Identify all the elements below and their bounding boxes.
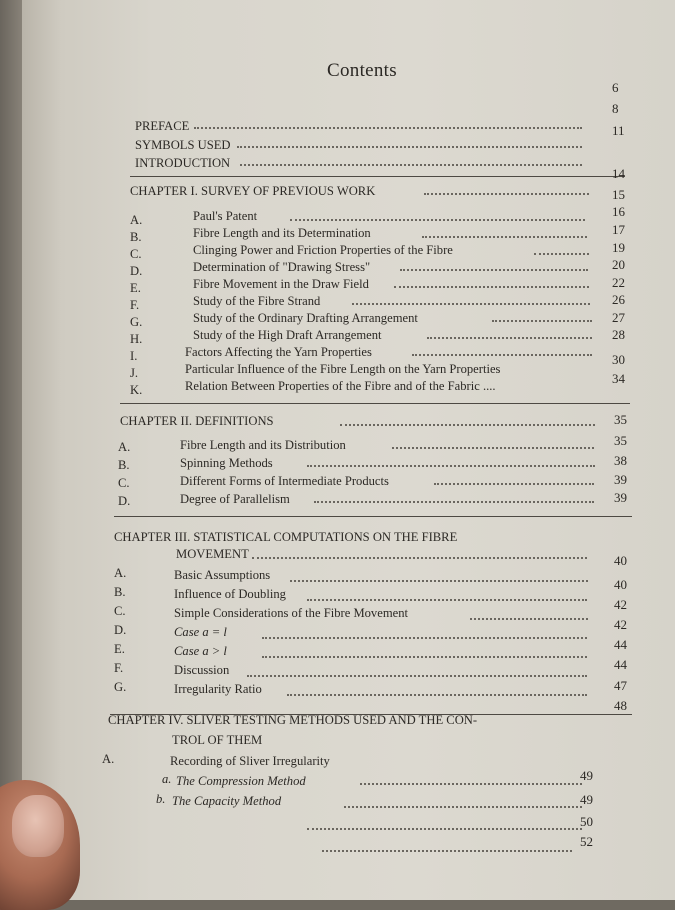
- toc-entry: Case a > l: [174, 644, 227, 658]
- page-number: 19: [612, 240, 625, 255]
- toc-entry: Influence of Doubling: [174, 587, 286, 601]
- toc-entry: Irregularity Ratio: [174, 682, 262, 696]
- toc-letter: G.: [114, 680, 127, 694]
- toc-letter: I.: [130, 349, 138, 363]
- toc-entry: Case a = l: [174, 625, 227, 639]
- toc-letter: C.: [130, 247, 142, 261]
- page-number: 11: [612, 123, 625, 138]
- toc-letter: a.: [162, 772, 172, 786]
- dot-leader: [307, 828, 582, 830]
- toc-entry: Determination of "Drawing Stress": [193, 260, 371, 274]
- dot-leader: [247, 675, 587, 677]
- toc-entry: Fibre Movement in the Draw Field: [193, 277, 369, 291]
- page-number: 44: [614, 657, 627, 672]
- dot-leader: [492, 320, 592, 322]
- toc-entry-symbols: SYMBOLS USED: [135, 138, 231, 152]
- toc-letter: D.: [118, 494, 131, 508]
- page-number: 38: [614, 453, 627, 468]
- page-number: 6: [612, 80, 619, 95]
- page-number: 26: [612, 292, 625, 307]
- toc-letter: A.: [118, 440, 131, 454]
- page-number: 40: [614, 577, 627, 592]
- page-number: 44: [614, 637, 627, 652]
- toc-letter: A.: [130, 213, 143, 227]
- toc-letter: A.: [102, 752, 115, 766]
- page-number: 28: [612, 327, 625, 342]
- toc-letter: F.: [130, 298, 140, 312]
- page-number: 40: [614, 553, 627, 568]
- chapter-3-title-line2: MOVEMENT: [176, 547, 249, 561]
- toc-letter: C.: [114, 604, 126, 618]
- toc-letter: G.: [130, 315, 143, 329]
- toc-entry: Fibre Length and its Distribution: [180, 438, 346, 452]
- toc-letter: K.: [130, 383, 143, 397]
- dot-leader: [534, 253, 589, 255]
- page-number: 52: [580, 834, 593, 849]
- page-number: 14: [612, 166, 625, 181]
- toc-letter: A.: [114, 566, 127, 580]
- dot-leader: [252, 557, 587, 559]
- dot-leader: [314, 501, 594, 503]
- toc-entry: Factors Affecting the Yarn Properties: [185, 345, 372, 359]
- chapter-4-title-line1: CHAPTER IV. SLIVER TESTING METHODS USED AND THE CON-: [108, 713, 478, 727]
- page-number: 27: [612, 310, 625, 325]
- chapter-3-title-line1: CHAPTER III. STATISTICAL COMPUTATIONS ON THE FIBRE: [114, 530, 458, 544]
- chapter-1-title: CHAPTER I. SURVEY OF PREVIOUS WORK: [130, 184, 376, 198]
- dot-leader: [240, 164, 582, 166]
- dot-leader: [434, 483, 594, 485]
- page-number: 30: [612, 352, 625, 367]
- dot-leader: [290, 580, 588, 582]
- dot-leader: [307, 465, 595, 467]
- toc-entry: Study of the Fibre Strand: [193, 294, 321, 308]
- toc-entry: The Capacity Method: [172, 794, 282, 808]
- toc-letter: D.: [114, 623, 127, 637]
- chapter-2-title: CHAPTER II. DEFINITIONS: [120, 414, 274, 428]
- toc-letter: H.: [130, 332, 143, 346]
- dot-leader: [262, 656, 587, 658]
- dot-leader: [344, 806, 582, 808]
- toc-entry: Study of the Ordinary Drafting Arrangement: [193, 311, 418, 325]
- toc-entry: Discussion: [174, 663, 230, 677]
- page-number: 42: [614, 597, 627, 612]
- page-number: 17: [612, 222, 625, 237]
- toc-letter: B.: [130, 230, 142, 244]
- page-number: 49: [580, 792, 593, 807]
- page-number: 35: [614, 412, 627, 427]
- toc-entry: Relation Between Properties of the Fibre and of the Fabric ....: [185, 379, 496, 393]
- dot-leader: [262, 637, 587, 639]
- dot-leader: [424, 193, 589, 195]
- page-number: 20: [612, 257, 625, 272]
- dot-leader: [287, 694, 587, 696]
- toc-entry: Fibre Length and its Determination: [193, 226, 371, 240]
- page-number: 39: [614, 472, 627, 487]
- toc-entry: Spinning Methods: [180, 456, 273, 470]
- dot-leader: [394, 286, 589, 288]
- page-number: 8: [612, 101, 619, 116]
- section-divider: [130, 176, 625, 177]
- dot-leader: [400, 269, 588, 271]
- toc-entry: Basic Assumptions: [174, 568, 271, 582]
- toc-entry: Study of the High Draft Arrangement: [193, 328, 382, 342]
- toc-letter: B.: [114, 585, 126, 599]
- page-number: 35: [614, 433, 627, 448]
- toc-entry: Clinging Power and Friction Properties of the Fibre: [193, 243, 453, 257]
- toc-entry: Simple Considerations of the Fibre Movement: [174, 606, 409, 620]
- dot-leader: [392, 447, 594, 449]
- dot-leader: [412, 354, 592, 356]
- toc-entry: Degree of Parallelism: [180, 492, 290, 506]
- dot-leader: [427, 337, 592, 339]
- page-number: 47: [614, 678, 627, 693]
- toc-entry: Paul's Patent: [193, 209, 258, 223]
- page-number: 39: [614, 490, 627, 505]
- page-title: Contents: [327, 60, 397, 81]
- thumbnail-nail: [12, 795, 64, 857]
- page-number: 34: [612, 371, 625, 386]
- chapter-4-title-line2: TROL OF THEM: [172, 733, 263, 747]
- toc-entry: The Compression Method: [176, 774, 306, 788]
- dot-leader: [422, 236, 587, 238]
- toc-entry: Recording of Sliver Irregularity: [170, 754, 330, 768]
- toc-letter: D.: [130, 264, 143, 278]
- page-number: 15: [612, 187, 625, 202]
- page-number: 42: [614, 617, 627, 632]
- toc-entry: Different Forms of Intermediate Products: [180, 474, 389, 488]
- page-number: 22: [612, 275, 625, 290]
- toc-letter: E.: [130, 281, 141, 295]
- toc-letter: B.: [118, 458, 130, 472]
- toc-letter: F.: [114, 661, 124, 675]
- dot-leader: [322, 850, 572, 852]
- toc-letter: J.: [130, 366, 139, 380]
- toc-entry-introduction: INTRODUCTION: [135, 156, 231, 170]
- toc-letter: b.: [156, 792, 166, 806]
- dot-leader: [290, 219, 585, 221]
- dot-leader: [352, 303, 590, 305]
- dot-leader: [237, 146, 582, 148]
- page-number: 50: [580, 814, 593, 829]
- page-number: 16: [612, 204, 625, 219]
- section-divider: [114, 516, 632, 517]
- dot-leader: [470, 618, 588, 620]
- dot-leader: [360, 783, 582, 785]
- dot-leader: [307, 599, 587, 601]
- toc-entry-preface: PREFACE: [135, 119, 190, 133]
- toc-entry: Particular Influence of the Fibre Length on the Yarn Properties: [185, 362, 501, 376]
- book-page: [22, 0, 675, 900]
- page-number: 49: [580, 768, 593, 783]
- section-divider: [120, 403, 630, 404]
- toc-letter: E.: [114, 642, 125, 656]
- dot-leader: [340, 424, 595, 426]
- toc-letter: C.: [118, 476, 130, 490]
- page-number: 48: [614, 698, 627, 713]
- dot-leader: [194, 127, 582, 129]
